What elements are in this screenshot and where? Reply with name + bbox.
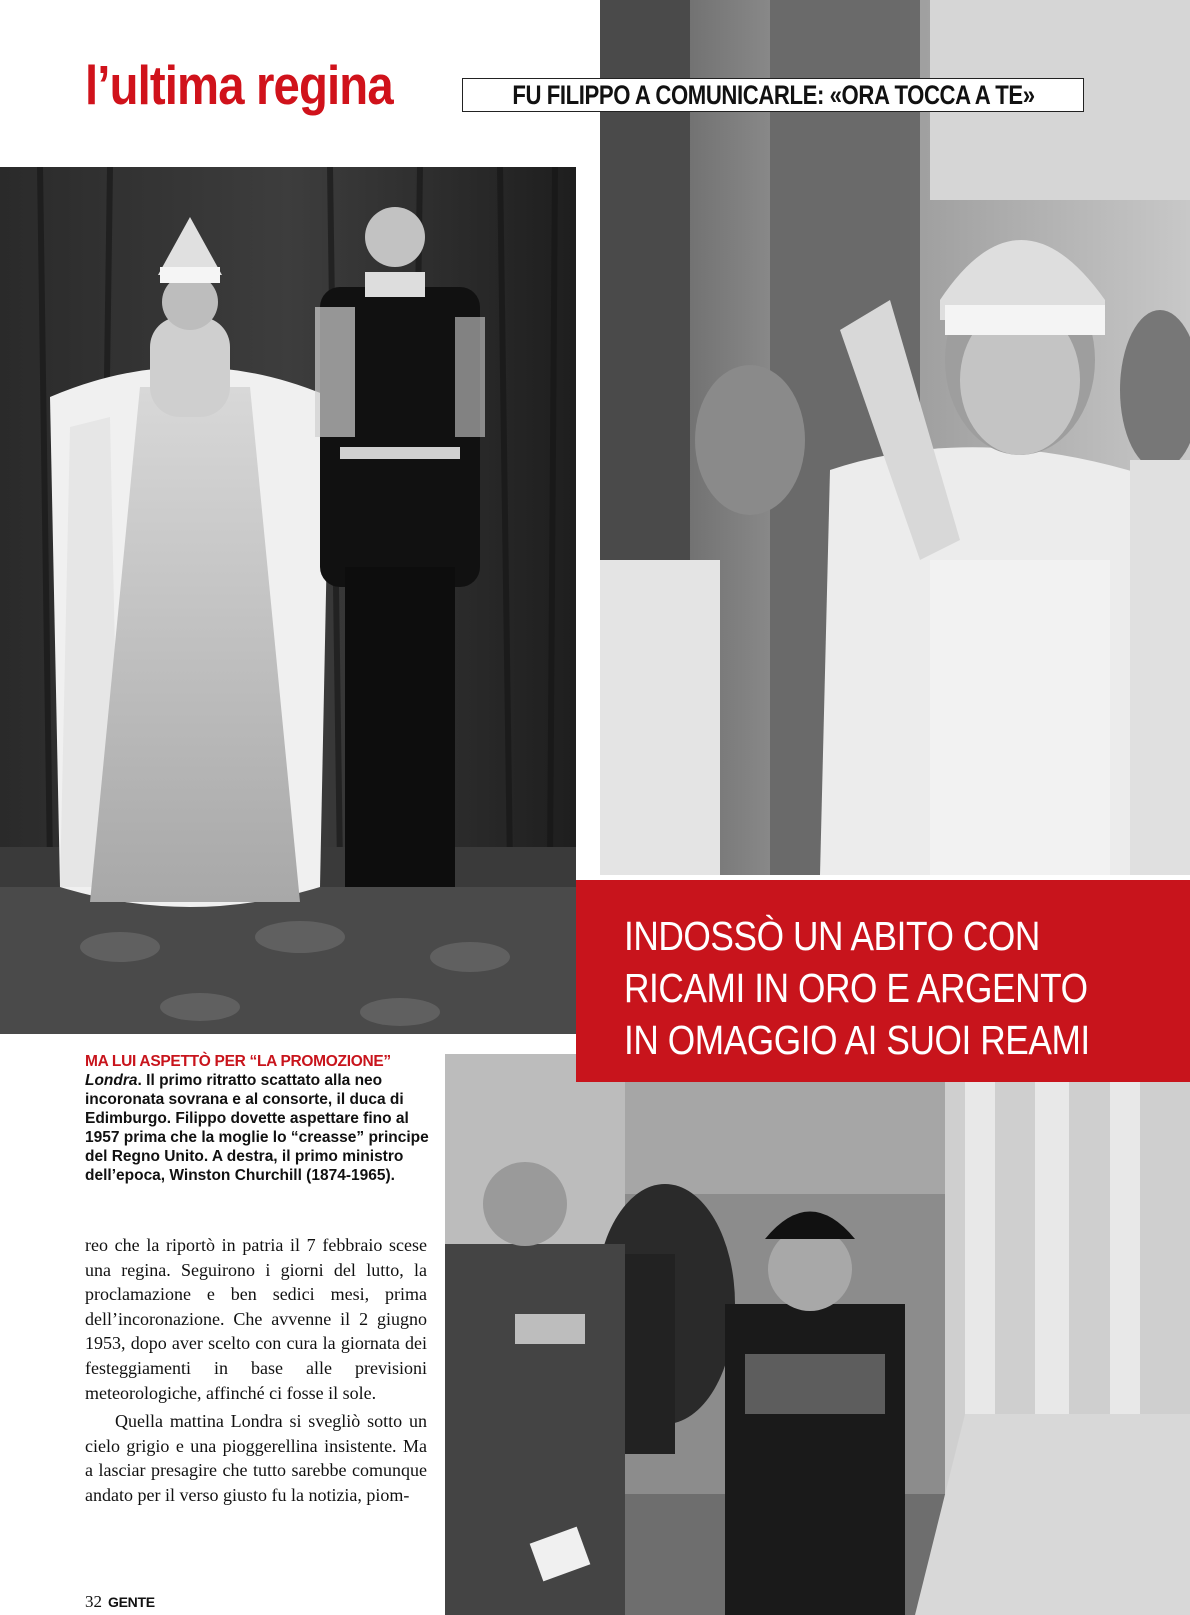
pull-quote-line: INDOSSÒ UN ABITO CON <box>624 913 1040 959</box>
headline-box <box>462 78 1084 112</box>
photo-queen-balcony <box>600 0 1190 875</box>
photo-coronation-portrait <box>0 167 576 1034</box>
caption-lead: Londra <box>85 1072 138 1089</box>
caption-text: . Il primo ritratto scattato alla neo incoronata sovrana e al consorte, il duca di Edimburgo. Filippo dovette aspettare fino al 1957 prima che la moglie lo “creasse” principe del Regno Unito. A destra, il primo ministro dell’epoca, Winston Churchill (1874-1965). <box>85 1072 429 1184</box>
magazine-brand: GENTE <box>108 1594 155 1610</box>
pull-quote-line: RICAMI IN ORO E ARGENTO <box>624 965 1088 1011</box>
page-number: 32 <box>85 1592 102 1611</box>
page-kicker: l’ultima regina <box>85 54 393 116</box>
caption-title: MA LUI ASPETTÒ PER “LA PROMOZIONE” <box>85 1053 391 1070</box>
headline: FU FILIPPO A COMUNICARLE: «ORA TOCCA A TE» <box>511 79 1035 110</box>
pull-quote <box>576 880 1190 1082</box>
body-paragraph: Quella mattina Londra si svegliò sotto un cielo grigio e una pioggerellina insistente. Ma a lasciar presagire che tutto sarebbe comunque andato per il verso giusto fu la notizia, piom- <box>85 1411 427 1505</box>
page-footer <box>85 1592 155 1612</box>
photo-caption <box>85 1052 435 1185</box>
article-body <box>85 1233 427 1508</box>
body-paragraph: reo che la riportò in patria il 7 febbraio scese una regina. Seguirono i giorni del lutto, la proclamazione e ben sedici mesi, prima dell’incoronazione. Che avvenne il 2 giugno 1953, dopo aver scelto con cura la giornata dei festeggiamenti in base alle previsioni meteorologiche, affinché ci fosse il sole. <box>85 1235 427 1403</box>
photo-churchill <box>445 1054 1190 1615</box>
pull-quote-line: IN OMAGGIO AI SUOI REAMI <box>624 1017 1090 1063</box>
